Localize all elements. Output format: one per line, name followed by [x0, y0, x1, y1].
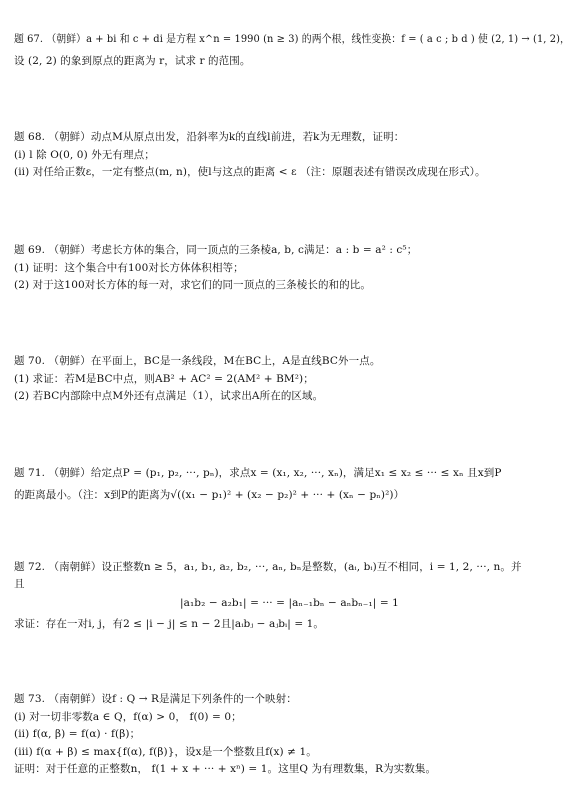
problem-67-line-1: 题 67. （朝鲜）a + bi 和 c + di 是方程 x^n = 1990 (n ≥ 3) 的两个根，线性变换：f = ( a c ; b d ) 使 (2, 1) → (1, 2)，	[14, 33, 570, 45]
problem-72-line-4: 求证：存在一对i, j，有2 ≤ |i − j| ≤ n − 2且|aᵢbⱼ − aⱼbᵢ| = 1。	[14, 618, 325, 630]
problem-69-line-2: (1) 证明：这个集合中有100对长方体体积相等；	[14, 262, 244, 274]
problem-69-line-1: 题 69. （朝鲜）考虑长方体的集合，同一顶点的三条棱a, b, c满足：a : b = a² : c⁵；	[14, 244, 418, 256]
problem-72-equation: |a₁b₂ − a₂b₁| = ··· = |aₙ₋₁bₙ − aₙbₙ₋₁| = 1	[180, 597, 399, 609]
problem-68-line-1: 题 68. （朝鲜）动点M从原点出发，沿斜率为k的直线l前进，若k为无理数，证明：	[14, 131, 405, 143]
problem-73-line-2: (i) 对一切非零数a ∈ Q，f(α) > 0， f(0) = 0；	[14, 711, 242, 723]
problem-71-line-2: 的距离最小。（注：x到P的距离为√((x₁ − p₁)² + (x₂ − p₂)² + ··· + (xₙ − pₙ)²)）	[14, 489, 405, 501]
problem-69-line-3: (2) 对于这100对长方体的每一对，求它们的同一顶点的三条棱长的和的比。	[14, 279, 371, 291]
problem-72-line-2: 且	[14, 578, 25, 590]
problem-73-line-5: 证明：对于任意的正整数n， f(1 + x + ··· + xⁿ) = 1。这里Q 为有理数集，R为实数集。	[14, 763, 437, 775]
problem-73-line-1: 题 73. （南朝鲜）设f : Q → R是满足下列条件的一个映射：	[14, 693, 297, 705]
problem-68-line-2: (i) l 除 O(0, 0) 外无有理点；	[14, 149, 155, 161]
problem-70-line-3: (2) 若BC内部除中点M外还有点满足（1），试求出A所在的区域。	[14, 390, 324, 402]
problem-70-line-2: (1) 求证：若M是BC中点，则AB² + AC² = 2(AM² + BM²)；	[14, 373, 314, 385]
problem-71-line-1: 题 71. （朝鲜）给定点P = (p₁, p₂, ···, pₙ)，求点x = (x₁, x₂, ···, xₙ)，满足x₁ ≤ x₂ ≤ ··· ≤ xₙ 且x到P	[14, 467, 502, 479]
problem-68-line-3: (ii) 对任给正数ε，一定有整点(m, n)，使l与这点的距离 < ε （注：原题表述有错误改成现在形式）。	[14, 166, 486, 178]
problem-70-line-1: 题 70. （朝鲜）在平面上，BC是一条线段，M在BC上，A是直线BC外一点。	[14, 355, 381, 367]
problem-73-line-4: (iii) f(α + β) ≤ max{f(α), f(β)}，设x是一个整数且f(x) ≠ 1。	[14, 746, 317, 758]
problem-72-line-1: 题 72. （南朝鲜）设正整数n ≥ 5，a₁, b₁, a₂, b₂, ···, aₙ, bₙ是整数，(aᵢ, bᵢ)互不相同，i = 1, 2, ···, n。并	[14, 561, 522, 573]
problem-67-line-2: 设 (2, 2) 的象到原点的距离为 r，试求 r 的范围。	[14, 55, 251, 67]
problem-73-line-3: (ii) f(α, β) = f(α) · f(β)；	[14, 728, 141, 740]
